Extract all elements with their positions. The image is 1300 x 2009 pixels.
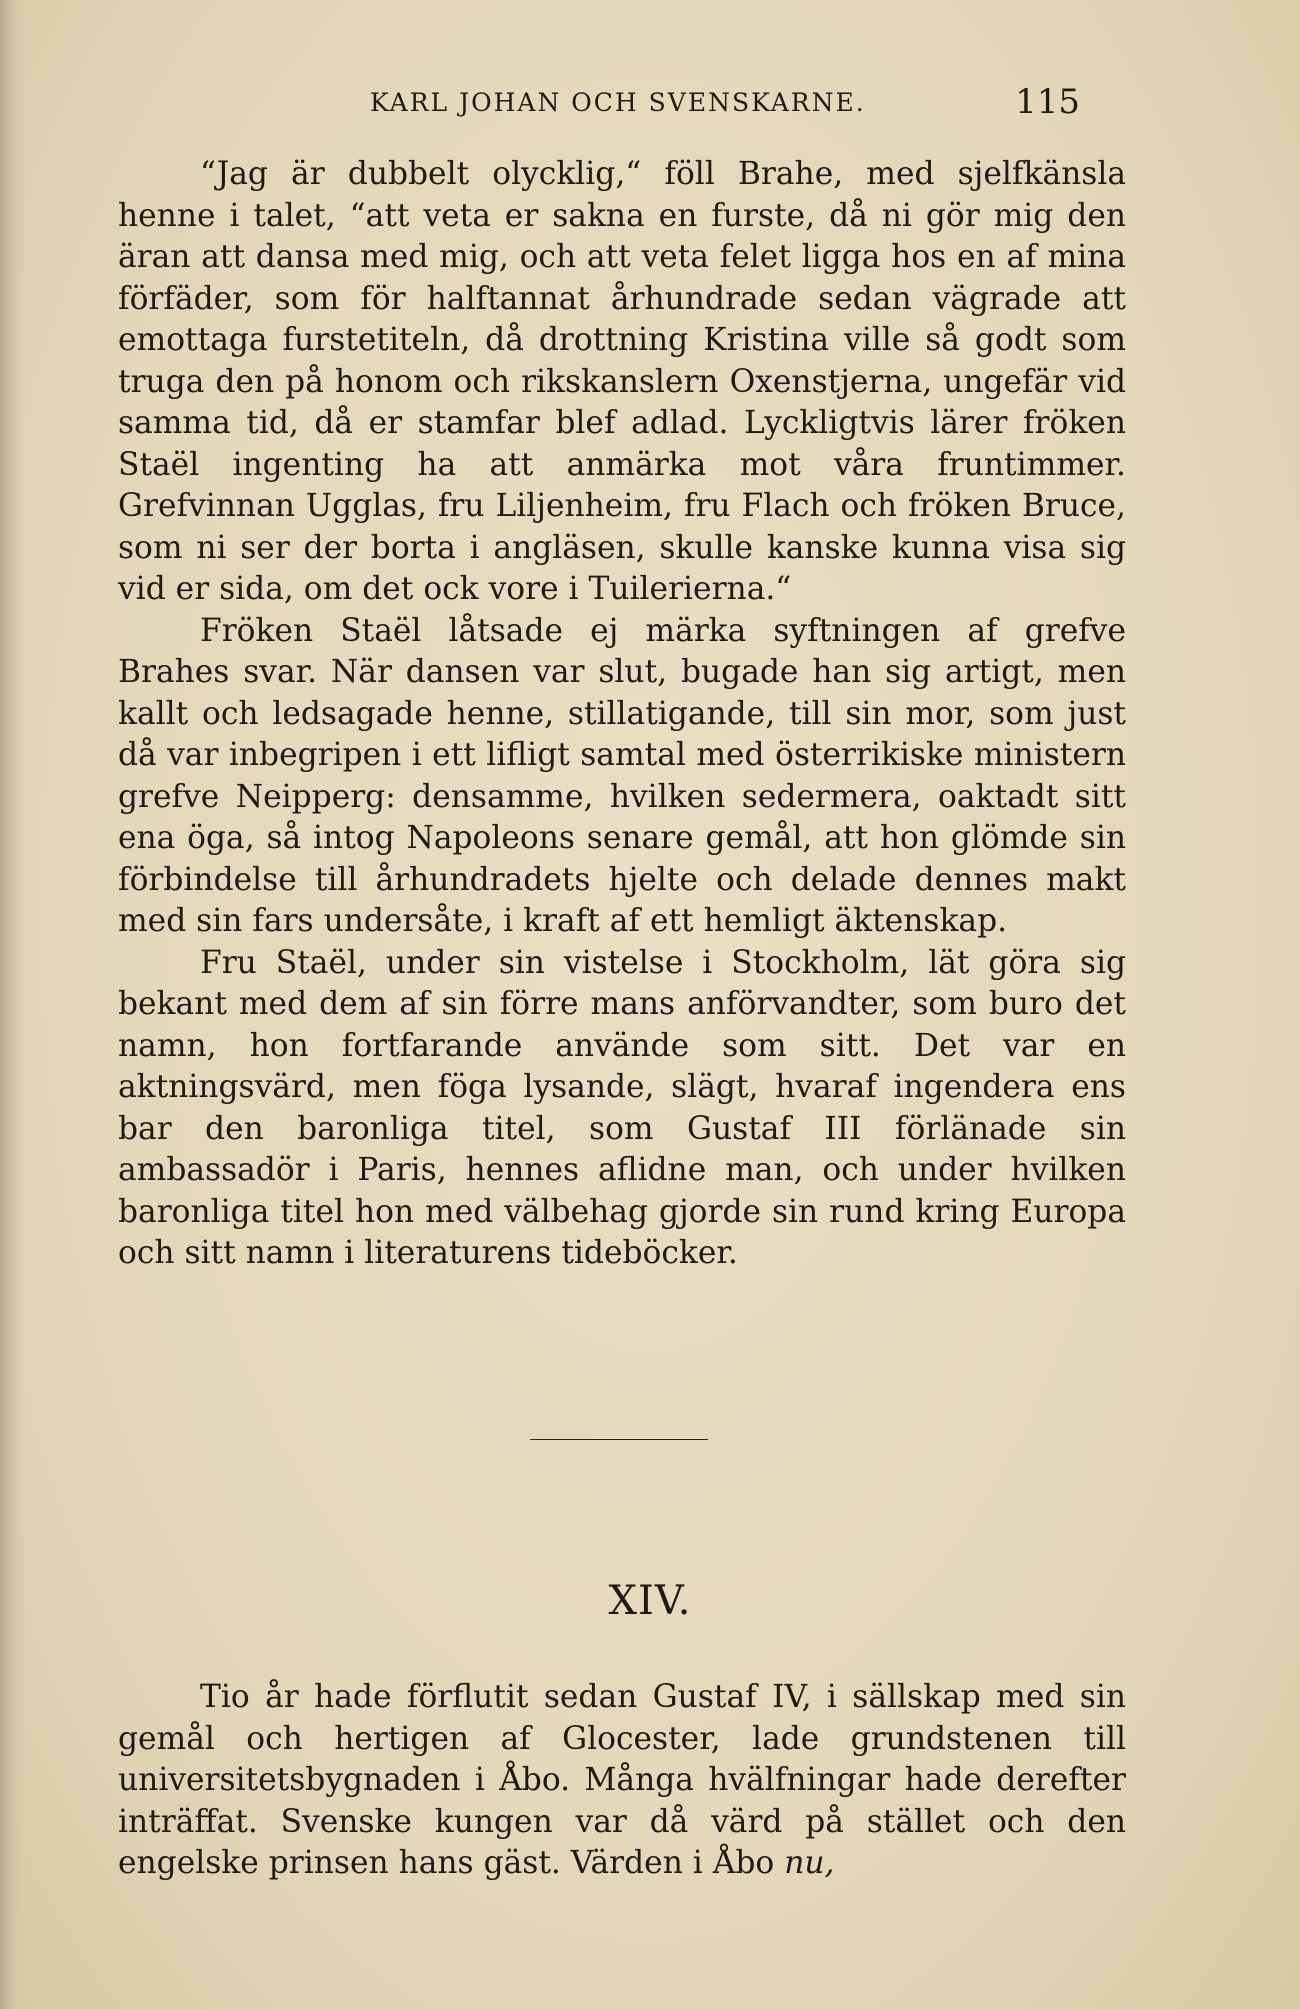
italic-word: nu,: [784, 1845, 835, 1881]
section-divider: [530, 1439, 708, 1440]
chapter-title: XIV.: [608, 1578, 692, 1624]
running-title: KARL JOHAN OCH SVENSKARNE.: [370, 88, 866, 117]
paragraph-dialogue: “Jag är dubbelt olycklig,“ föll Brahe, med sjelfkänsla henne i talet, “att veta er sakna en furste, då ni gör mig den äran att dansa med mig, och att veta felet ligga hos en af mina förfäder, som för halftannat århundrade sedan vägrade att emottaga furstetiteln, då drottning Kristina ville så godt som truga den på honom och rikskanslern Oxenstjerna, ungefär vid samma tid, då er stamfar blef adlad. Lyckligtvis lärer fröken Staël ingenting ha att anmärka mot våra fruntimmer. Grefvinnan Ugglas, fru Liljenheim, fru Flach och fröken Bruce, som ni ser der borta i angläsen, skulle kanske kunna visa sig vid er sida, om det ock vore i Tuilerierna.“: [118, 156, 1126, 607]
chapter-opening-text: Tio år hade förflutit sedan Gustaf IV, i sällskap med sin gemål och hertigen af Glocester, lade grundstenen till universitetsbygnaden i Åbo. Många hvälfningar hade derefter inträffat. Svenske kungen var då värd på stället och den engelske prinsen hans gäst. Värden i Åbo: [118, 1679, 1126, 1881]
page-number: 115: [1015, 82, 1080, 122]
paragraph-fru-stael: Fru Staël, under sin vistelse i Stockholm, lät göra sig bekant med dem af sin förre mans anförvandter, som buro det namn, hon fortfarande använde som sitt. Det var en aktningsvärd, men föga lysande, slägt, hvaraf ingendera ens bar den baronliga titel, som Gustaf III förlänade sin ambassadör i Paris, hennes aflidne man, och under hvilken baronliga titel hon med välbehag gjorde sin rund kring Europa och sitt namn i literaturens tideböcker.: [118, 944, 1126, 1271]
chapter-text: [118, 1677, 1126, 1885]
page-header: [370, 82, 1080, 132]
paragraph-stael-reaction: Fröken Staël låtsade ej märka syftningen af grefve Brahes svar. När dansen var slut, bugade han sig artigt, men kallt och ledsagade henne, stillatigande, till sin mor, som just då var inbegripen i ett lifligt samtal med österrikiske ministern grefve Neipperg: densamme, hvilken sedermera, oaktadt sitt ena öga, så intog Napoleons senare gemål, att hon glömde sin förbindelse till århundradets hjelte och delade dennes makt med sin fars undersåte, i kraft af ett hemligt äktenskap.: [118, 612, 1126, 939]
chapter-opening-paragraph: [118, 1677, 1126, 1885]
page-gutter: [0, 0, 26, 2009]
body-text: [118, 154, 1126, 1275]
